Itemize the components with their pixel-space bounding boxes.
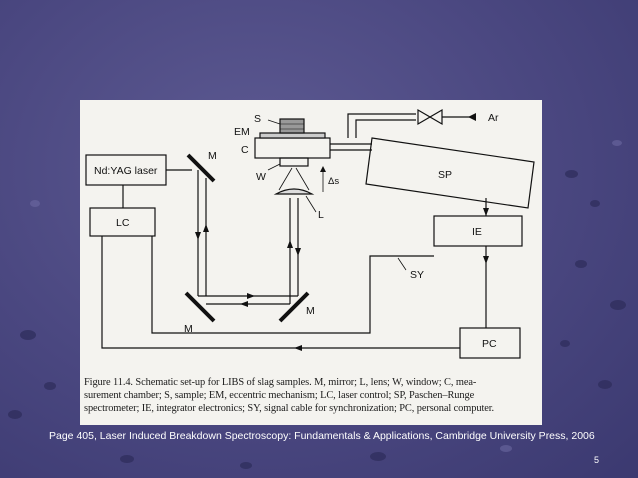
beam-arrow: [195, 232, 201, 240]
ar-line: [348, 114, 416, 138]
beam-arrow: [287, 240, 293, 248]
beam-cone: [279, 168, 292, 190]
ar-valve: [418, 110, 430, 124]
mirror-bottom-right-label: M: [306, 305, 315, 317]
source-citation: Page 405, Laser Induced Breakdown Spectroscopy: Fundamentals & Applications, Cambridge University Press, 2006: [49, 430, 595, 442]
lc-label: LC: [116, 217, 130, 229]
mirror-top-label: M: [208, 150, 217, 162]
background-dot: [575, 260, 587, 268]
background-dot: [610, 300, 626, 310]
background-dot: [30, 200, 40, 207]
sy-pointer: [398, 258, 406, 270]
sy-label: SY: [410, 269, 425, 281]
background-dot: [612, 140, 622, 146]
window-label: W: [256, 171, 266, 183]
figure-caption: [84, 376, 540, 415]
beam-arrow: [203, 224, 209, 232]
background-dot: [120, 455, 134, 463]
signal-arrow: [483, 208, 489, 216]
ar-label: Ar: [488, 112, 499, 124]
lens: [276, 189, 312, 194]
mirror-bottom-left-label: M: [184, 323, 193, 335]
background-dot: [590, 200, 600, 207]
slide-number: 5: [594, 455, 600, 465]
caption-line: Figure 11.4. Schematic set-up for LIBS of slag samples. M, mirror; L, lens; W, window; C, mea-: [84, 377, 477, 388]
sample-label: S: [254, 113, 262, 125]
mirror-bottom-left: [186, 293, 214, 321]
beam-cone: [296, 168, 309, 190]
ar-line: [356, 120, 416, 138]
chamber: [255, 138, 330, 158]
sample: [280, 119, 304, 133]
laser-label: Nd:YAG laser: [94, 165, 158, 177]
lens-label: L: [318, 209, 324, 221]
lens-pointer: [306, 196, 316, 212]
sp-label: SP: [438, 169, 453, 181]
background-dot: [598, 380, 612, 389]
background-dot: [44, 382, 56, 390]
libs-schematic-figure: [80, 100, 542, 425]
beam-arrow: [295, 248, 301, 256]
sample-pointer: [268, 120, 280, 124]
background-dot: [370, 452, 386, 461]
eccentric-mechanism: [260, 133, 325, 138]
ie-label: IE: [472, 226, 482, 238]
beam-arrow: [240, 301, 248, 307]
sy-cable: [152, 236, 434, 333]
background-dot: [240, 462, 252, 469]
mirror-bottom-right: [280, 293, 308, 321]
pc-label: PC: [482, 338, 497, 350]
background-dot: [8, 410, 22, 419]
signal-arrow: [483, 256, 489, 264]
caption-line: surement chamber; S, sample; EM, eccentric mechanism; LC, laser control; SP, Paschen–Runge: [84, 390, 475, 401]
chamber-label: C: [241, 144, 249, 156]
beam-arrow: [247, 293, 255, 299]
background-dot: [20, 330, 36, 340]
ar-valve: [430, 110, 442, 124]
background-dot: [560, 340, 570, 347]
signal-arrow: [294, 345, 302, 351]
background-dot: [565, 170, 578, 178]
delta-s-arrowhead: [320, 166, 326, 172]
ar-arrow: [468, 113, 476, 121]
caption-line: spectrometer; IE, integrator electronics; SY, signal cable for synchronization; PC, personal computer.: [84, 403, 495, 414]
delta-s-label: Δs: [328, 176, 340, 187]
pc-lc-cable: [102, 236, 460, 348]
window-pointer: [268, 164, 280, 170]
em-label: EM: [234, 126, 250, 138]
window: [280, 158, 308, 166]
background-dot: [500, 445, 512, 452]
